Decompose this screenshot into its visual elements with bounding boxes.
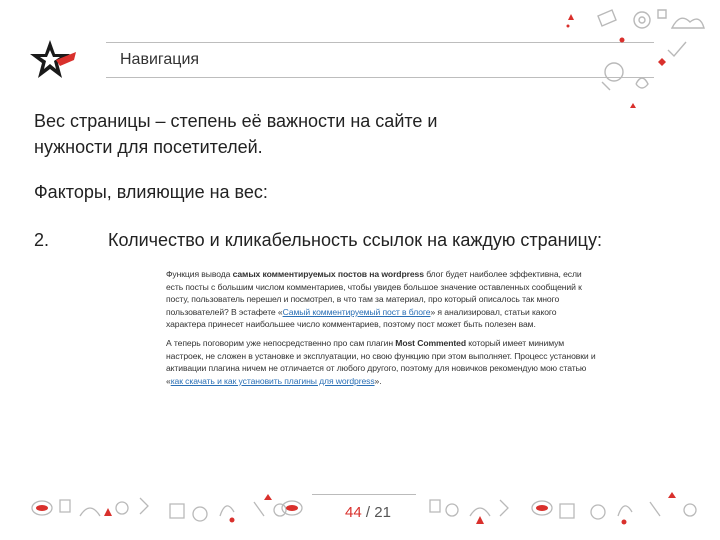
embedded-screenshot (166, 268, 596, 430)
plugin-link[interactable]: как скачать и как установить плагины для wordpress (170, 375, 375, 386)
factors-label: Факторы, влияющие на вес: (34, 182, 268, 202)
pagination (318, 504, 418, 521)
doodle-icons (540, 0, 720, 120)
list-item-number: 2. (34, 230, 50, 250)
text-run: » я анализировал, статьи какого характера принесет наибольшее число комментариев, поэтому пост может быть полезен вам. (166, 306, 557, 330)
nav-title: Навигация (120, 51, 200, 68)
text-run: который имеет минимум настроек, не сложен в установке и эксплуатации, но свою функцию при этом выполняет. Процесс установки и активации плагина ничем не отличается от любого другого, поэтому для новичков рекомендую мою статью « (166, 337, 596, 386)
text-run: ». (374, 375, 382, 386)
screenshot-paragraph-1 (166, 268, 596, 331)
list-item-text: Количество и кликабельность ссылок на каждую страницу: (108, 230, 602, 250)
intro-text: Вес страницы – степень её важности на сайте и нужности для посетителей. (34, 111, 438, 157)
star-logo-icon (30, 38, 78, 82)
text-run: Функция вывода (166, 269, 233, 279)
blog-link[interactable]: Самый комментируемый пост в блоге (282, 306, 431, 317)
current-page: 44 (345, 504, 362, 521)
screenshot-paragraph-2 (166, 337, 596, 387)
total-pages: 21 (374, 504, 391, 521)
page-separator: / (365, 504, 371, 521)
pagination-divider (312, 494, 416, 495)
text-run: А теперь поговорим уже непосредственно про сам плагин (166, 337, 396, 348)
text-run: блог будет наиболее эффективна, если есть посты с большим числом комментариев, чтобы увидев большое значение оставленных сообщений к посту, пользователь перешел и посмотрел, в что там за материал, про который описалось так много пользователей? В эстафете « (166, 269, 582, 317)
text-run-bold: Most Commented (395, 337, 466, 348)
text-run-bold: самых комментируемых постов на wordpress (232, 269, 424, 279)
